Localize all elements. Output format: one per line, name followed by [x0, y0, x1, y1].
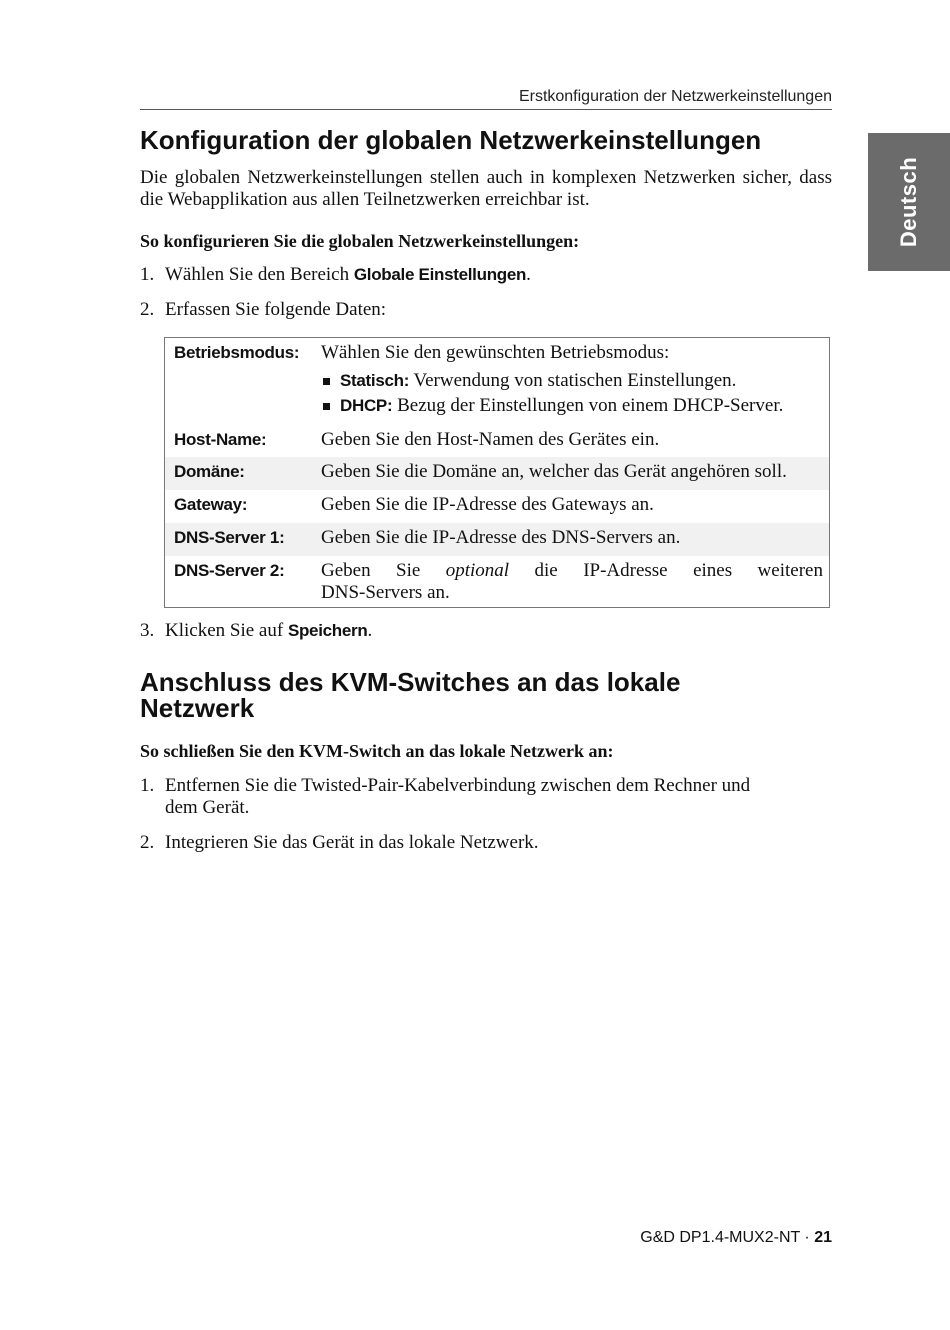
intro-paragraph: Die globalen Netzwerkeinstellungen stellen auch in komplexen Netzwerken sicher, dass die Webapplikation aus allen Teilnetzwerken erreichbar ist.: [140, 167, 832, 210]
ui-term-globale-einstellungen: Globale Einstellungen: [353, 265, 527, 284]
word: Sie: [396, 560, 421, 581]
settings-table: [164, 337, 830, 608]
footer-product: G&D DP1.4-MUX2-NT ·: [640, 1229, 815, 1246]
row-label: Gateway:: [174, 495, 248, 514]
table-row-domaene: [165, 457, 829, 490]
section-title-kvm-switch-line-2: Netzwerk: [140, 693, 255, 723]
option-statisch: [321, 372, 823, 390]
step-text-post: .: [367, 620, 373, 641]
table-row-dns-server-1: [165, 523, 829, 556]
word: Geben: [321, 560, 371, 581]
step-number: 3.: [140, 620, 155, 641]
procedure-title: So konfigurieren Sie die globalen Netzwerkeinstellungen:: [140, 231, 580, 251]
option-desc: Verwendung von statischen Einstellungen.: [409, 370, 737, 391]
row-label: DNS-Server 1:: [174, 528, 285, 547]
step-text-pre: Wählen Sie den Bereich: [165, 264, 354, 285]
step-text-post: .: [526, 264, 531, 285]
step-text: Integrieren Sie das Gerät in das lokale Netzwerk.: [165, 832, 539, 853]
word: die: [534, 560, 558, 581]
row-value: Geben Sie die IP-Adresse des Gateways an.: [321, 494, 654, 515]
procedure-title-2: So schließen Sie den KVM-Switch an das lokale Netzwerk an:: [140, 741, 614, 761]
table-row-betriebsmodus: [165, 338, 829, 425]
bullet-square-icon: [323, 403, 330, 410]
row-value: Geben Sie die IP-Adresse des DNS-Servers an.: [321, 527, 681, 548]
table-row-hostname: [165, 425, 829, 457]
table-row-dns-server-2: [165, 556, 829, 607]
header-rule: [140, 109, 832, 110]
section-title-network-settings: Konfiguration der globalen Netzwerkeinstellungen: [140, 125, 762, 155]
word: IP-Adresse: [583, 560, 668, 581]
table-row-gateway: [165, 490, 829, 523]
step-number: 2.: [140, 299, 155, 320]
step-text-line-2: dem Gerät.: [165, 797, 250, 818]
row-value-text: Wählen Sie den gewünschten Betriebsmodus:: [321, 342, 670, 363]
option-term: Statisch:: [340, 371, 410, 390]
step-text: [165, 620, 815, 642]
row-value: [321, 560, 823, 604]
page-footer: [440, 1229, 832, 1247]
step-number: 1.: [140, 264, 155, 285]
row-value-line-1: [321, 560, 823, 582]
language-tab-label: Deutsch: [896, 156, 922, 248]
step-text-line-1: Entfernen Sie die Twisted-Pair-Kabelverbindung zwischen dem Rechner und: [165, 775, 751, 796]
row-value: Geben Sie die Domäne an, welcher das Gerät angehören soll.: [321, 461, 787, 482]
word: eines: [693, 560, 733, 581]
row-label: Betriebsmodus:: [174, 343, 300, 362]
step-text: [165, 775, 815, 819]
page-number: 21: [814, 1229, 832, 1246]
word-emphasis: optional: [445, 560, 510, 581]
row-label: Host-Name:: [174, 430, 267, 449]
step-number: 1.: [140, 775, 155, 796]
row-label: DNS-Server 2:: [174, 561, 285, 580]
step-text-pre: Klicken Sie auf: [165, 620, 288, 641]
option-desc: Bezug der Einstellungen von einem DHCP-Server.: [392, 395, 784, 416]
bullet-square-icon: [323, 378, 330, 385]
row-value-line-2: DNS-Servers an.: [321, 582, 450, 603]
ui-term-speichern: Speichern: [287, 621, 368, 640]
row-value: [321, 342, 823, 415]
step-number: 2.: [140, 832, 155, 853]
row-value: Geben Sie den Host-Namen des Gerätes ein.: [321, 429, 660, 450]
language-tab: [868, 133, 950, 271]
section-title-kvm-switch-line-1: Anschluss des KVM-Switches an das lokale: [140, 667, 681, 697]
option-dhcp: [321, 397, 823, 415]
step-text: [165, 264, 815, 286]
step-text: Erfassen Sie folgende Daten:: [165, 299, 387, 320]
running-header: Erstkonfiguration der Netzwerkeinstellungen: [518, 88, 832, 105]
word: weiteren: [757, 560, 823, 581]
option-term: DHCP:: [340, 396, 393, 415]
row-label: Domäne:: [174, 462, 245, 481]
